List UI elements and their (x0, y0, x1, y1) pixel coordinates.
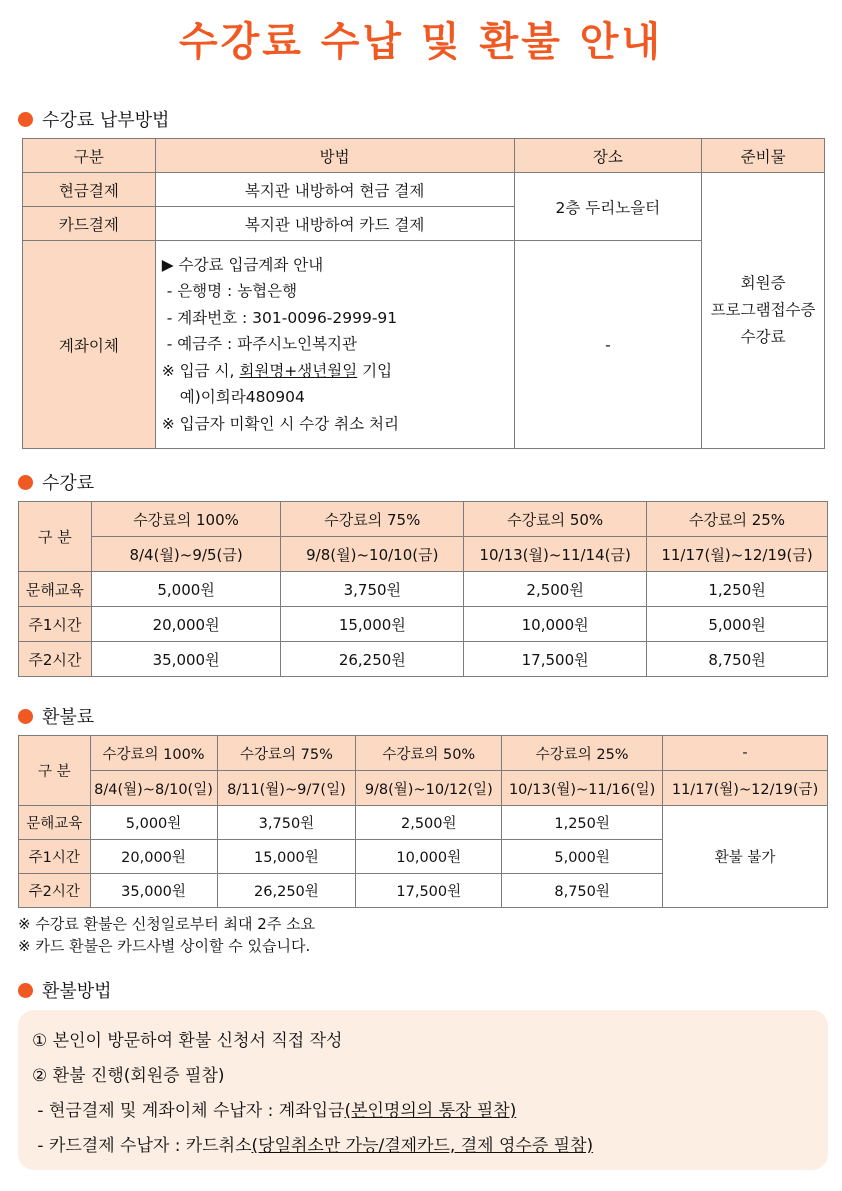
fee-cell: 3,750원 (281, 572, 464, 607)
row-label: 문해교육 (19, 806, 91, 840)
refund-cell: 2,500원 (356, 806, 502, 840)
fee-period-header: 11/17(월)~12/19(금) (647, 537, 828, 572)
table-row (19, 806, 828, 840)
row-label-account: 계좌이체 (23, 241, 156, 449)
fee-period-header: 8/4(월)~9/5(금) (91, 537, 281, 572)
fee-table (18, 501, 828, 677)
header-prep: 준비물 (702, 139, 825, 173)
row-label: 문해교육 (19, 572, 92, 607)
account-info (155, 241, 514, 449)
bullet-icon (18, 475, 33, 490)
refund-cell: 26,250원 (217, 874, 356, 908)
prep-item: 회원증 (740, 274, 786, 292)
fee-cell: 35,000원 (91, 642, 281, 677)
refund-rate-header: 수강료의 75% (217, 736, 356, 771)
refund-underlined: (당일취소만 가능/결제카드, 결제 영수증 필참) (251, 1136, 594, 1156)
refund-cell: 1,250원 (502, 806, 663, 840)
fee-rate-header: 수강료의 25% (647, 502, 828, 537)
refund-cell: 20,000원 (90, 840, 217, 874)
note-text: ※ 입금 시, (161, 361, 240, 380)
place-account: - (514, 241, 702, 449)
refund-card-line (32, 1131, 593, 1156)
method-cash: 복지관 내방하여 현금 결제 (155, 173, 514, 207)
method-card: 복지관 내방하여 카드 결제 (155, 207, 514, 241)
row-label: 주1시간 (19, 607, 92, 642)
refund-period-header: 11/17(월)~12/19(금) (663, 771, 828, 806)
header-place: 장소 (514, 139, 702, 173)
fee-period-header: 9/8(월)~10/10(금) (281, 537, 464, 572)
section-heading-payment (18, 106, 169, 132)
account-example: 예)이희라480904 (179, 388, 305, 407)
section-heading-fee (18, 469, 94, 495)
refund-category-header: 구 분 (19, 736, 91, 806)
refund-cell: 5,000원 (90, 806, 217, 840)
prep-cell (702, 173, 825, 449)
account-note (162, 358, 514, 385)
refund-rate-header: 수강료의 25% (502, 736, 663, 771)
fee-period-header: 10/13(월)~11/14(금) (464, 537, 647, 572)
refund-rate-header: 수강료의 100% (90, 736, 217, 771)
fee-cell: 1,250원 (647, 572, 828, 607)
account-warning: ※ 입금자 미확인 시 수강 취소 처리 (161, 414, 399, 433)
bullet-icon (18, 709, 33, 724)
payment-method-table (22, 138, 825, 449)
refund-cash-line (32, 1096, 516, 1121)
section-label: 환불료 (42, 707, 95, 728)
table-row (19, 642, 828, 677)
bullet-icon (18, 112, 33, 127)
fee-cell: 20,000원 (91, 607, 281, 642)
place-visit: 2층 두리노을터 (514, 173, 702, 241)
refund-cell: 35,000원 (90, 874, 217, 908)
fee-cell: 8,750원 (647, 642, 828, 677)
fee-rate-header: 수강료의 75% (281, 502, 464, 537)
refund-text: - 카드결제 수납자 : 카드취소 (32, 1136, 252, 1156)
fee-cell: 17,500원 (464, 642, 647, 677)
refund-cell: 15,000원 (217, 840, 356, 874)
fee-cell: 26,250원 (281, 642, 464, 677)
refund-period-header: 9/8(월)~10/12(일) (356, 771, 502, 806)
fee-cell: 5,000원 (91, 572, 281, 607)
fee-cell: 15,000원 (281, 607, 464, 642)
prep-item: 수강료 (740, 328, 786, 346)
refund-cell: 3,750원 (217, 806, 356, 840)
fee-rate-header: 수강료의 50% (464, 502, 647, 537)
fee-rate-header: 수강료의 100% (91, 502, 281, 537)
refund-cell: 10,000원 (356, 840, 502, 874)
no-refund-cell: 환불 불가 (663, 806, 828, 908)
refund-fee-table (18, 735, 828, 908)
account-bank: - 은행명 : 농협은행 (161, 282, 298, 301)
bullet-icon (18, 983, 33, 998)
fee-cell: 2,500원 (464, 572, 647, 607)
row-label-cash: 현금결제 (23, 173, 156, 207)
refund-rate-header: 수강료의 50% (356, 736, 502, 771)
row-label: 주2시간 (19, 874, 91, 908)
row-label: 주1시간 (19, 840, 91, 874)
row-label-card: 카드결제 (23, 207, 156, 241)
fee-category-header: 구 분 (19, 502, 92, 572)
header-method: 방법 (155, 139, 514, 173)
table-row (19, 607, 828, 642)
note-underlined: 회원명+생년월일 (239, 361, 358, 380)
section-heading-refund-fee (18, 703, 94, 729)
refund-text: - 현금결제 및 계좌이체 수납자 : 계좌입금 (32, 1101, 345, 1121)
refund-period-header: 8/4(월)~8/10(일) (90, 771, 217, 806)
refund-underlined: (본인명의의 통장 필참) (344, 1101, 517, 1121)
section-label: 수강료 (42, 473, 95, 494)
row-label: 주2시간 (19, 642, 92, 677)
refund-notes (18, 913, 315, 957)
account-heading: ▶ 수강료 입금계좌 안내 (161, 255, 324, 274)
refund-step: ① 본인이 방문하여 환불 신청서 직접 작성 (32, 1031, 343, 1051)
refund-cell: 8,750원 (502, 874, 663, 908)
fee-cell: 5,000원 (647, 607, 828, 642)
note-line: ※ 수강료 환불은 신청일로부터 최대 2주 소요 (18, 915, 316, 933)
refund-cell: 5,000원 (502, 840, 663, 874)
section-label: 환불방법 (42, 981, 112, 1002)
table-row (19, 572, 828, 607)
header-category: 구분 (23, 139, 156, 173)
refund-rate-header: - (663, 736, 828, 771)
prep-item: 프로그램접수증 (710, 301, 816, 319)
refund-period-header: 10/13(월)~11/16(일) (502, 771, 663, 806)
account-number: - 계좌번호 : 301-0096-2999-91 (161, 308, 398, 327)
refund-step: ② 환불 진행(회원증 필참) (32, 1066, 225, 1086)
refund-method-box (18, 1010, 828, 1170)
refund-cell: 17,500원 (356, 874, 502, 908)
note-text: 기입 (357, 361, 393, 380)
refund-period-header: 8/11(월)~9/7(일) (217, 771, 356, 806)
account-holder: - 예금주 : 파주시노인복지관 (161, 335, 357, 354)
section-heading-refund-method (18, 977, 112, 1003)
section-label: 수강료 납부방법 (42, 110, 170, 131)
note-line: ※ 카드 환불은 카드사별 상이할 수 있습니다. (18, 937, 311, 955)
fee-cell: 10,000원 (464, 607, 647, 642)
page-title: 수강료 수납 및 환불 안내 (178, 19, 664, 65)
